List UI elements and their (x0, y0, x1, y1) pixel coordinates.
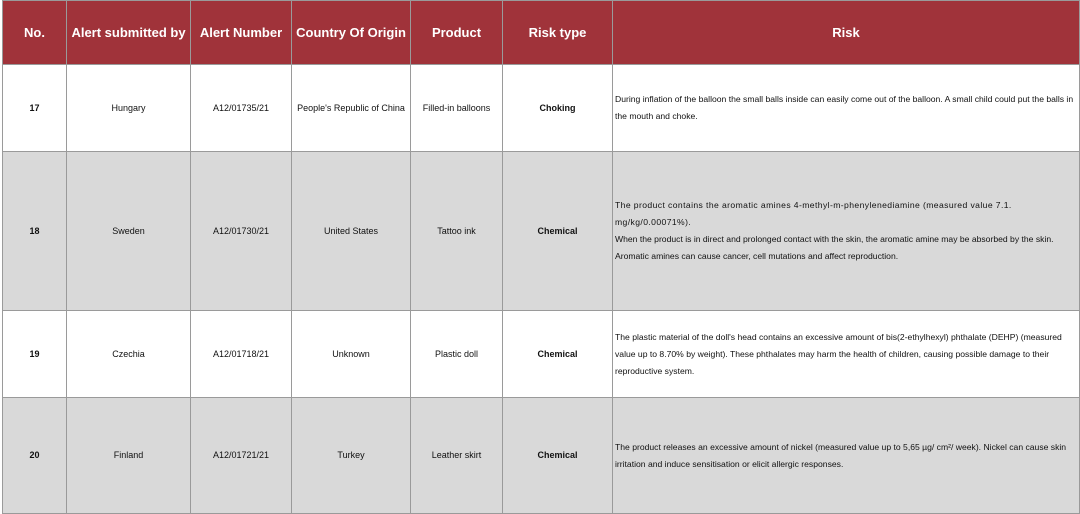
cell-submitted-by[interactable]: Czechia (67, 311, 191, 398)
cell-no[interactable]: 17 (3, 65, 67, 152)
cell-risk[interactable] (613, 152, 1080, 311)
cell-country-of-origin[interactable]: Turkey (292, 398, 411, 514)
header-no[interactable]: No. (3, 1, 67, 65)
cell-risk-type[interactable]: Chemical (503, 311, 613, 398)
header-country-of-origin[interactable]: Country Of Origin (292, 1, 411, 65)
cell-product[interactable]: Tattoo ink (411, 152, 503, 311)
cell-submitted-by[interactable]: Sweden (67, 152, 191, 311)
risk-text: When the product is in direct and prolonged contact with the skin, the aromatic amine may be absorbed by the skin. Aromatic amines can cause cancer, cell mutations and affect reproduction. (615, 234, 1054, 261)
header-row (3, 1, 1080, 65)
cell-country-of-origin[interactable]: People's Republic of China (292, 65, 411, 152)
cell-submitted-by[interactable]: Hungary (67, 65, 191, 152)
cell-risk-type[interactable]: Chemical (503, 398, 613, 514)
header-alert-number[interactable]: Alert Number (191, 1, 292, 65)
cell-risk[interactable] (613, 398, 1080, 514)
cell-alert-number[interactable]: A12/01730/21 (191, 152, 292, 311)
cell-country-of-origin[interactable]: Unknown (292, 311, 411, 398)
cell-product[interactable]: Leather skirt (411, 398, 503, 514)
cell-risk[interactable] (613, 311, 1080, 398)
table-row (3, 311, 1080, 398)
risk-text: The product releases an excessive amount of nickel (measured value up to 5,65 µg/ cm²/ week). Nickel can cause skin irritation and induce sensitisation or elicit allergic responses. (615, 441, 1067, 469)
cell-alert-number[interactable]: A12/01735/21 (191, 65, 292, 152)
header-product[interactable]: Product (411, 1, 503, 65)
header-risk[interactable]: Risk (613, 1, 1080, 65)
table-row (3, 398, 1080, 514)
header-alert-submitted-by[interactable]: Alert submitted by (67, 1, 191, 65)
table-row (3, 152, 1080, 311)
cell-submitted-by[interactable]: Finland (67, 398, 191, 514)
header-risk-type[interactable]: Risk type (503, 1, 613, 65)
cell-no[interactable]: 19 (3, 311, 67, 398)
risk-text: During inflation of the balloon the small balls inside can easily come out of the balloon. A small child could put the balls in the mouth and choke. (615, 94, 1074, 121)
cell-risk-type[interactable]: Choking (503, 65, 613, 152)
cell-product[interactable]: Filled-in balloons (411, 65, 503, 152)
risk-text: The product contains the aromatic amines 4-methyl-m-phenylenediamine (measured value 7.1. mg/kg/0.00071%). (615, 200, 1012, 227)
alerts-sheet (2, 0, 1080, 514)
cell-no[interactable]: 20 (3, 398, 67, 514)
risk-text: The plastic material of the doll's head contains an excessive amount of bis(2-ethylhexyl) phthalate (DEHP) (measured value up to 8.70% by weight). These phthalates may harm the health of children, causing possible damage to their reproductive system. (615, 331, 1062, 376)
cell-country-of-origin[interactable]: United States (292, 152, 411, 311)
cell-risk-type[interactable]: Chemical (503, 152, 613, 311)
alerts-table (2, 0, 1080, 514)
cell-no[interactable]: 18 (3, 152, 67, 311)
cell-risk[interactable] (613, 65, 1080, 152)
table-row (3, 65, 1080, 152)
cell-product[interactable]: Plastic doll (411, 311, 503, 398)
cell-alert-number[interactable]: A12/01718/21 (191, 311, 292, 398)
cell-alert-number[interactable]: A12/01721/21 (191, 398, 292, 514)
